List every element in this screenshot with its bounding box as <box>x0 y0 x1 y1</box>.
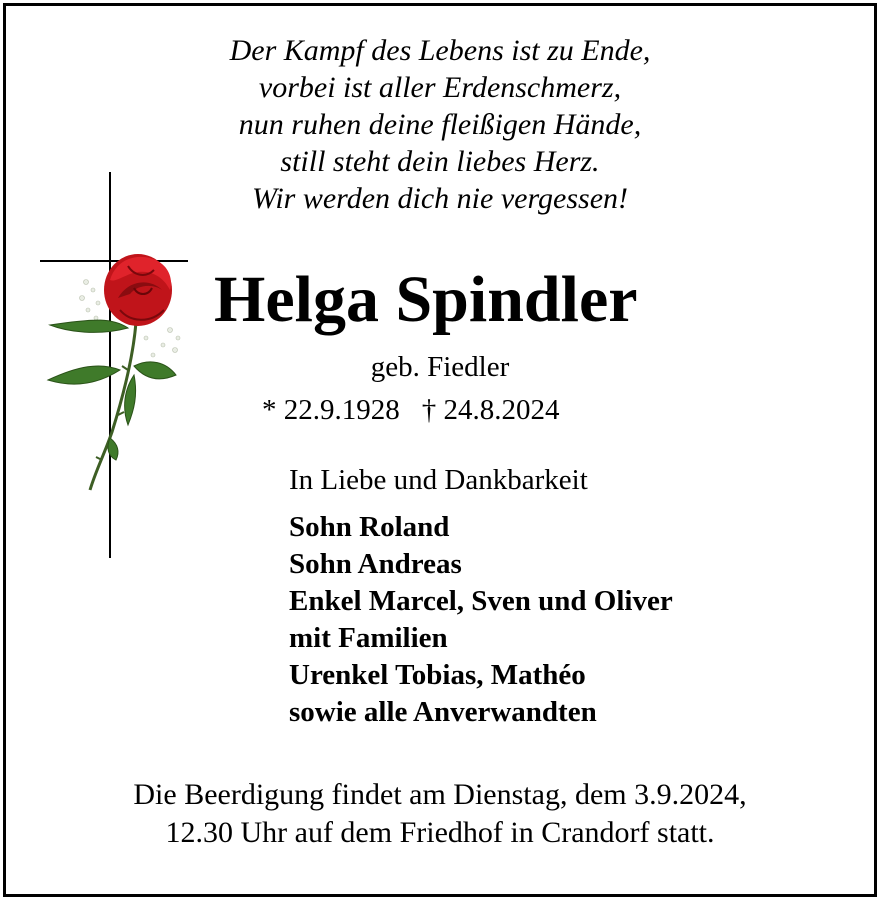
funeral-info <box>0 776 880 852</box>
rose-leaves <box>48 320 176 460</box>
death-date: † 24.8.2024 <box>421 394 560 426</box>
funeral-line: Die Beerdigung findet am Dienstag, dem 3.9.2024, <box>133 778 747 811</box>
poem-line: Wir werden dich nie vergessen! <box>251 182 628 215</box>
rose-head <box>104 254 172 326</box>
mourner-line: Sohn Andreas <box>289 548 462 580</box>
mourner-line: mit Familien <box>289 622 448 654</box>
birth-date: * 22.9.1928 <box>262 394 400 426</box>
mourner-line: Enkel Marcel, Sven und Oliver <box>289 585 673 617</box>
dedication: In Liebe und Dankbarkeit <box>289 464 588 496</box>
mourner-line: Sohn Roland <box>289 511 450 543</box>
poem-line: Der Kampf des Lebens ist zu Ende, <box>229 34 651 67</box>
mourner-line: sowie alle Anverwandten <box>289 696 597 728</box>
maiden-name: geb. Fiedler <box>370 351 510 383</box>
poem-line: vorbei ist aller Erdenschmerz, <box>258 71 622 104</box>
deceased-name: Helga Spindler <box>214 263 638 336</box>
poem-line: nun ruhen deine fleißigen Hände, <box>238 108 642 141</box>
mourner-line: Urenkel Tobias, Mathéo <box>289 659 586 691</box>
mourners-list <box>289 509 673 731</box>
funeral-line: 12.30 Uhr auf dem Friedhof in Crandorf statt. <box>165 816 715 849</box>
life-dates <box>262 393 560 427</box>
poem-line: still steht dein liebes Herz. <box>280 145 600 178</box>
